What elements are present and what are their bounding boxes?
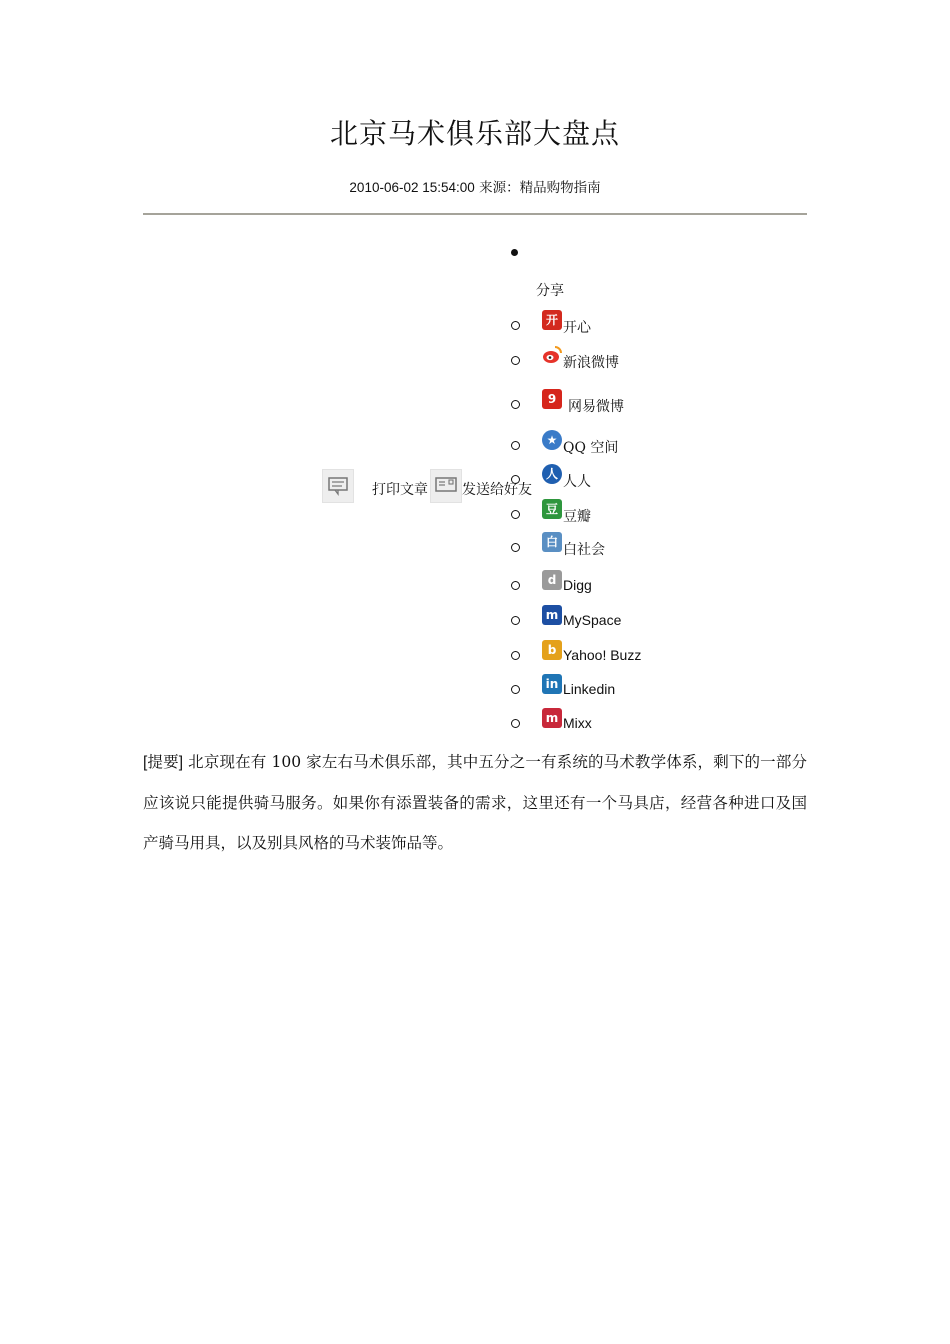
yahoo-buzz-icon: b [542,640,562,660]
print-article-link[interactable]: 打印文章 [372,482,428,498]
list-circle [511,475,520,484]
print-icon [327,476,349,496]
article-title: 北京马术俱乐部大盘点 [329,117,620,150]
share-item-label: 豆瓣 [563,509,591,525]
list-circle [511,651,520,660]
share-item-label: MySpace [563,612,622,628]
list-circle [511,441,520,450]
list-circle [511,581,520,590]
send-to-friend-button[interactable] [430,469,462,503]
share-item-label: 开心 [563,320,591,336]
share-item-label: 网易微博 [568,399,624,415]
share-item-label: 白社会 [563,542,605,558]
share-item-label: 新浪微博 [563,355,619,371]
share-item-label: Yahoo! Buzz [563,647,642,663]
digg-icon: d [542,570,562,590]
qzone-icon: ★ [542,430,562,450]
print-button[interactable] [322,469,354,503]
send-to-friend-link[interactable]: 发送给好友 [462,482,532,498]
linkedin-icon: in [542,674,562,694]
baishehui-icon: 白 [542,532,562,552]
summary-tag: [提要] [143,754,184,771]
share-item-label: Mixx [563,715,592,731]
list-circle [511,685,520,694]
share-item-label: Digg [563,577,592,593]
kaixin-icon: 开 [542,310,562,330]
myspace-icon: m [542,605,562,625]
share-item-label: QQ 空间 [563,440,619,456]
list-circle [511,616,520,625]
list-circle [511,719,520,728]
sina-weibo-icon [542,345,562,365]
publish-datetime: 2010-06-02 15:54:00 [349,180,475,195]
list-circle [511,400,520,409]
share-label[interactable]: 分享 [536,283,564,299]
summary-text: 北京现在有 100 家左右马术俱乐部，其中五分之一有系统的马术教学体系，剩下的一部分应该说只能提供骑马服务。如果你有添置装备的需求，这里还有一个马具店，经营各种进口及国产骑马用具，以及别具风格的马术装饰品等。 [143,753,807,852]
douban-icon: 豆 [542,499,562,519]
share-item-label: 人人 [563,474,591,490]
list-circle [511,510,520,519]
netease-weibo-icon: 9 [542,389,562,409]
mixx-icon: m [542,708,562,728]
envelope-icon [435,476,457,494]
article-summary [143,742,807,863]
list-circle [511,543,520,552]
share-menu-bullet [511,249,518,256]
article-meta [0,176,950,196]
share-item-label: Linkedin [563,681,616,697]
list-circle [511,321,520,330]
article-source: 来源：精品购物指南 [474,180,601,196]
renren-icon: 人 [542,464,562,484]
list-circle [511,356,520,365]
title-divider [143,213,807,215]
